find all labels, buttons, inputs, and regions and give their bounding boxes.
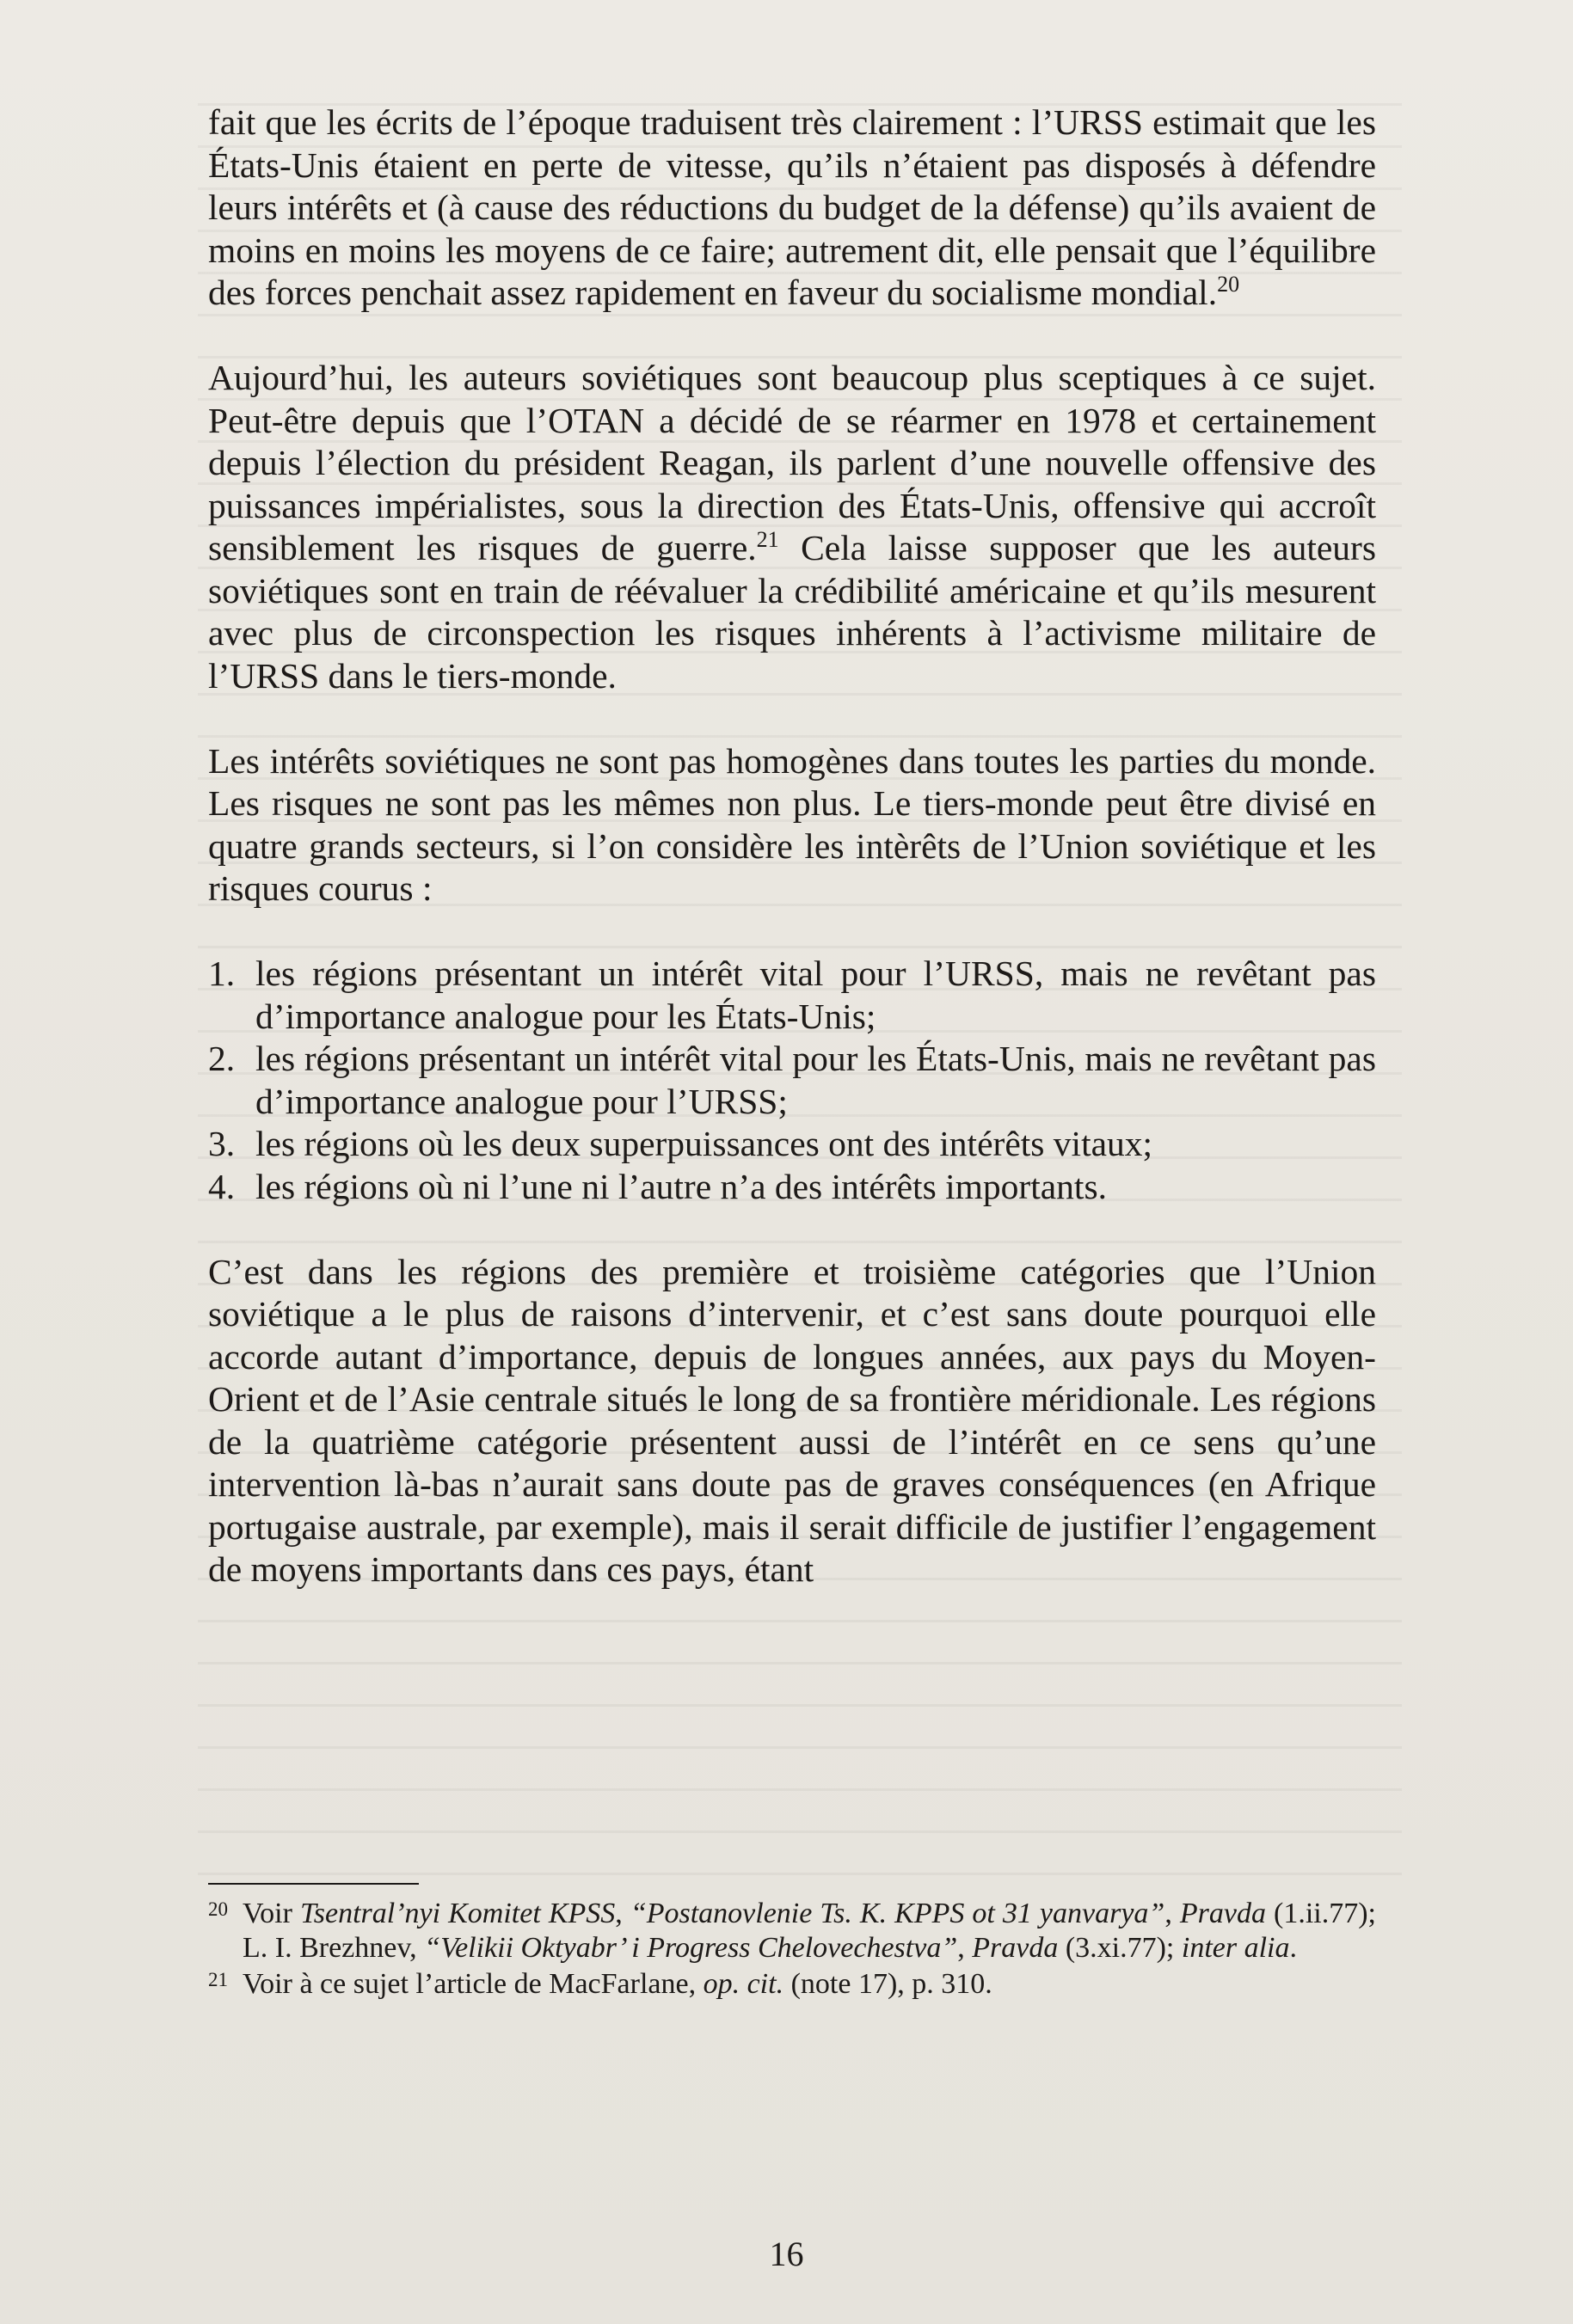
page-number: 16 (769, 2235, 804, 2273)
footnote-text: , (615, 1898, 630, 1929)
list-number: 3. (208, 1124, 236, 1163)
list-item (208, 953, 1376, 1038)
footnote-text: (3.xi.77); (1058, 1932, 1182, 1964)
footnote-text: Voir (243, 1898, 300, 1929)
footnote-text: (1.ii.77); L. I. Brezhnev, (243, 1898, 1377, 1964)
footnote-text: . (1289, 1932, 1297, 1964)
list-text: les régions où ni l’une ni l’autre n’a des intérêts importants. (255, 1166, 1107, 1206)
footnote-italic: inter alia (1181, 1932, 1290, 1964)
footnote-21 (208, 1967, 1376, 2002)
paragraph-3 (208, 740, 1376, 911)
paragraph-text: C’est dans les régions des première et troisième catégories que l’Union soviétique a le plus de raisons d’intervenir, et c’est sans doute pourquoi elle accorde autant d’importance, depuis de longues années, aux pays du Moyen-Orient et de l’Asie centrale situés le long de sa frontière méridionale. Les régions de la quatrième catégorie présentent aussi de l’intérêt en ce sens qu’une intervention là-bas n’aurait sans doute pas de graves conséquences (en Afrique portugaise australe, par exemple), mais il serait difficile de justifier l’engagement de moyens importants dans ces pays, étant (208, 1251, 1376, 1589)
footnote-ref-21: 21 (756, 527, 779, 552)
footnote-text: Voir à ce sujet l’article de MacFarlane, (243, 1968, 704, 2000)
list-number: 2. (208, 1039, 236, 1078)
footnote-number: 21 (208, 1969, 228, 1990)
paragraph-text: fait que les écrits de l’époque traduisent très clairement : l’URSS estimait que les États-Unis étaient en perte de vitesse, qu’ils n’étaient pas disposés à défendre leurs intérêts et (à cause des réductions du budget de la défense) qu’ils avaient de moins en moins les moyens de ce faire; autrement dit, elle pensait que l’équilibre des forces penchait assez rapidement en faveur du socialisme mondial. (208, 102, 1376, 312)
footnote-italic: Pravda (1179, 1898, 1266, 1929)
paragraph-text: Cela laisse supposer que les auteurs soviétiques sont en train de réévaluer la crédibilité américaine et qu’ils mesurent avec plus de circonspection les risques inhérents à l’activisme militaire de l’URSS dans le tiers-monde. (208, 528, 1377, 696)
paragraph-1 (208, 101, 1376, 315)
footnote-ref-20: 20 (1217, 272, 1240, 297)
region-list (208, 953, 1376, 1208)
footnote-italic: op. cit. (703, 1968, 784, 2000)
footnote-italic: “Velikii Oktyabr’ i Progress Chelovechestva” (424, 1932, 958, 1964)
footnote-text: , (1164, 1898, 1180, 1929)
footnote-italic: “Postanovlenie Ts. K. KPPS ot 31 yanvarya” (630, 1898, 1165, 1929)
main-text (208, 101, 1376, 1634)
footnote-italic: Tsentral’nyi Komitet KPSS (299, 1898, 616, 1929)
list-number: 1. (208, 954, 236, 993)
footnotes (208, 1883, 1376, 2003)
paragraph-text: Aujourd’hui, les auteurs soviétiques sont beaucoup plus sceptiques à ce sujet. Peut-être depuis que l’OTAN a décidé de se réarmer en 1978 et certainement depuis l’élection du président Reagan, ils parlent d’une nouvelle offensive des puissances impérialistes, sous la direction des États-Unis, offensive qui accroît sensiblement les risques de guerre. (208, 358, 1376, 567)
paragraph-text: Les intérêts soviétiques ne sont pas homogènes dans toutes les parties du monde. Les risques ne sont pas les mêmes non plus. Le tiers-monde peut être divisé en quatre grands secteurs, si l’on considère les intèrêts de l’Union soviétique et les risques courus : (208, 740, 1376, 908)
footnote-number: 20 (208, 1898, 228, 1920)
footnote-divider (208, 1883, 419, 1885)
footnote-text: , (957, 1932, 973, 1964)
footnote-italic: Pravda (972, 1932, 1059, 1964)
list-number: 4. (208, 1166, 236, 1206)
list-item (208, 1038, 1376, 1123)
footnote-text: (note 17), p. 310. (783, 1968, 992, 2000)
paragraph-4 (208, 1251, 1376, 1591)
list-text: les régions présentant un intérêt vital pour l’URSS, mais ne revêtant pas d’importance analogue pour les États-Unis; (255, 954, 1376, 1036)
list-item (208, 1166, 1376, 1209)
list-text: les régions présentant un intérêt vital pour les États-Unis, mais ne revêtant pas d’importance analogue pour l’URSS; (255, 1039, 1376, 1121)
list-text: les régions où les deux superpuissances ont des intérêts vitaux; (255, 1124, 1153, 1163)
paragraph-2 (208, 357, 1376, 697)
list-item (208, 1123, 1376, 1166)
footnote-20 (208, 1897, 1376, 1965)
